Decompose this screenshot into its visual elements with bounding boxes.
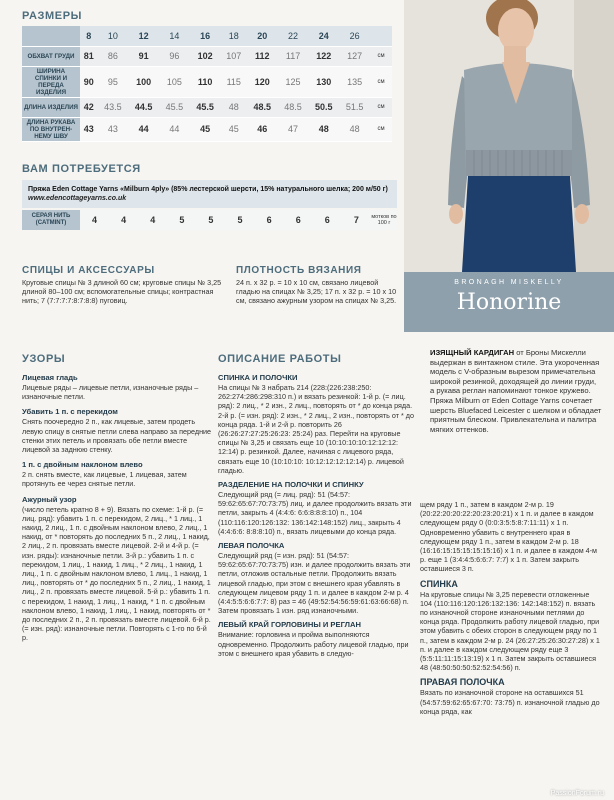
sizes-cell: 12 — [128, 26, 159, 46]
sizes-cell: 16 — [190, 26, 221, 46]
sizes-cell: 10 — [98, 26, 129, 46]
sizes-unit: см — [370, 46, 392, 66]
work-item — [218, 541, 414, 615]
sizes-cell: 42 — [80, 97, 98, 117]
sizes-cell: 44.5 — [128, 97, 159, 117]
sizes-cell: 48 — [339, 117, 370, 141]
sizes-cell: 45 — [221, 117, 247, 141]
sizes-cell: 130 — [308, 66, 339, 97]
pattern-item-title: Лицевая гладь — [22, 373, 78, 382]
sizes-row — [22, 26, 392, 46]
sizes-cell: 122 — [308, 46, 339, 66]
sizes-cell: 112 — [247, 46, 278, 66]
sizes-cell: 117 — [278, 46, 309, 66]
sizes-cell: 95 — [98, 66, 129, 97]
sizes-cell: 44 — [128, 117, 159, 141]
work-item-text: Вязать по изнаночной стороне на оставшихся 51 (54:57:59:62:65:67:70: 73:75) п. изнаночной гладью до конца ряда, как — [420, 688, 600, 716]
sizes-row-label: ДЛИНА РУКАВА ПО ВНУТРЕН-НЕМУ ШВУ — [22, 117, 80, 141]
work-item-text: щем ряду 1 п., затем в каждом 2-м р. 19 (20:22:20:20:22:20:23:20:21) х 1 п. и далее в каждом следующем ряду 0 (0:0:3:5:5:8:7:11:11) х 1 п. Одновременно убавить с внутреннего края в следующем ряду 1 п., затем в каждом 2-м р. 18 (16:16:15:15:15:15:15:16) х 1 п. и далее в каждом 4-м р. еще 1 (3:4:4:5:6:6:7: 7:7) х 1 п. Затем закрыть оставшиеся 3 п. — [420, 500, 597, 574]
sizes-cell: 81 — [80, 46, 98, 66]
yarn-cell: 5 — [225, 210, 254, 230]
work-continued — [420, 500, 602, 721]
work-item — [420, 677, 602, 716]
work-item-text: Внимание: горловина и пройма выполняются одновременно. Продолжить работу лицевой гладью, при этом с внешнего края убавить в следую- — [218, 630, 409, 658]
sizes-cell: 22 — [278, 26, 309, 46]
work-item-text: Следующий ряд (= лиц. ряд): 51 (54:57: 59:62:65:67:70:73:75) лиц. и далее продолжить вязать эти петли, закрыть 4 (4:4:6: 6:6:8:8:8:10) п., 104 (110:116:120:126:132: 136:142:148:152) лиц., закрыть 4 (4:4:6:6: 8:8:8:10) п., вязать лицевыми до конца ряда. — [218, 490, 412, 536]
pattern-item-title: 1 п. с двойным наклоном влево — [22, 460, 143, 470]
pattern-item-title: Убавить 1 п. с перекидом — [22, 407, 118, 417]
sizes-cell: 86 — [98, 46, 129, 66]
sizes-row-label: ДЛИНА ИЗДЕЛИЯ — [22, 97, 80, 117]
pattern-item-text: Снять поочередно 2 п., как лицевые, затем продеть левую спицу в снятые петли слева направо за передние стенки этих петель и провязать обе петли вместе лицевой за заднюю стенку. — [22, 417, 212, 455]
sizes-cell: 91 — [128, 46, 159, 66]
sizes-cell: 44 — [159, 117, 190, 141]
pattern-item — [22, 373, 212, 401]
sizes-row — [22, 66, 392, 97]
sizes-row — [22, 97, 392, 117]
intro-bold: ИЗЯЩНЫЙ КАРДИГАН — [430, 348, 515, 357]
sizes-cell: 90 — [80, 66, 98, 97]
designer-name: BRONAGH MISKELLY — [454, 279, 564, 286]
yarn-cell: 4 — [109, 210, 138, 230]
pattern-item — [22, 460, 212, 488]
gauge-title: ПЛОТНОСТЬ ВЯЗАНИЯ — [236, 265, 362, 276]
work-item-text: На спицы № 3 набрать 214 (228:(226:238:250: 262:274:286:298:310 п.) и вязать резинкой: 1-й р. (= лиц. ряд): 2 лиц., * 2 изн., 2 лиц., повторять от * до конца ряда. 2-й р. (= изн. ряд): 2 изн., * 2 лиц., 2 изн., повторять от * до конца ряда. 1-й и 2-й р. повторить 26 (26:26:27:27:25:26:23: 25:24) раз. Перейти на круговые спицы № 3,25 и связать еще 10 (10:10:10:10:12:12:12: 12:14) р. резинкой. Далее, начиная с лицевого ряда, связать еще 10 (10:10:10: 10:12:12:12:12:14) р. лицевой гладью. — [218, 383, 414, 475]
pattern-name: Honorine — [456, 290, 562, 315]
yarn-cell: 4 — [138, 210, 167, 230]
needles-text: Круговые спицы № 3 длиной 60 см; круговые спицы № 3,25 длиной 80–100 см; вспомогательные спицы; контрастная нить; 7 (7:7:7:7:8:7:8:8) пуговиц. — [22, 278, 222, 306]
sizes-cell: 43 — [80, 117, 98, 141]
sizes-cell: 127 — [339, 46, 370, 66]
sizes-cell: 48 — [221, 97, 247, 117]
sizes-cell: 18 — [221, 26, 247, 46]
gauge-text: 24 п. х 32 р. = 10 х 10 см, связано лицевой гладью на спицах № 3,25; 17 п. х 32 р. = 10 х 10 см, связано ажурным узором на спицах № 3,25. — [236, 278, 397, 306]
sizes-cell: 135 — [339, 66, 370, 97]
sizes-unit — [370, 26, 392, 46]
sizes-cell: 51.5 — [339, 97, 370, 117]
yarn-cell: 5 — [196, 210, 225, 230]
brand-banner — [404, 272, 614, 332]
sizes-row-label — [22, 26, 80, 46]
work-item-title: ЛЕВАЯ ПОЛОЧКА — [218, 541, 285, 551]
yarn-cell: 5 — [167, 210, 196, 230]
materials-section — [22, 163, 397, 230]
yarn-url: www.edencottageyarns.co.uk — [28, 195, 127, 202]
sizes-unit: см — [370, 66, 392, 97]
intro-text — [430, 348, 602, 434]
sizes-cell: 107 — [221, 46, 247, 66]
work-item-title: РАЗДЕЛЕНИЕ НА ПОЛОЧКИ И СПИНКУ — [218, 480, 364, 490]
sizes-cell: 125 — [278, 66, 309, 97]
work-title: ОПИСАНИЕ РАБОТЫ — [218, 353, 342, 365]
sizes-row — [22, 46, 392, 66]
yarn-text: Пряжа Eden Cottage Yarns «Milburn 4ply» (85% лестерской шерсти, 15% натурального шелка; 200 м/50 г) — [28, 186, 388, 193]
work-item-title: ЛЕВЫЙ КРАЙ ГОРЛОВИНЫ И РЕГЛАН — [218, 620, 361, 630]
sizes-cell: 8 — [80, 26, 98, 46]
sizes-cell: 48.5 — [278, 97, 309, 117]
sizes-unit: см — [370, 97, 392, 117]
pattern-item-text: Лицевые ряды – лицевые петли, изнаночные ряды – изнаночные петли. — [22, 383, 199, 402]
sizes-table — [22, 26, 392, 142]
work-item-title: СПИНКА И ПОЛОЧКИ — [218, 373, 298, 382]
sizes-cell: 50.5 — [308, 97, 339, 117]
sizes-cell: 48 — [308, 117, 339, 141]
sizes-row-label: ШИРИНА СПИНКИ И ПЕРЕДА ИЗДЕЛИЯ — [22, 66, 80, 97]
sizes-cell: 105 — [159, 66, 190, 97]
sizes-cell: 120 — [247, 66, 278, 97]
yarn-cell: 6 — [284, 210, 313, 230]
sizes-cell: 43.5 — [98, 97, 129, 117]
sizes-row — [22, 117, 392, 141]
intro-body: от Броны Мискелли выдержан в винтажном стиле. Эта укороченная модель с V-образным вырезом примечательна широкой резинкой, доходящей до линии груди, а рукава реглан напоминают тонкое кружево. Пряжа Milburn от Eden Cottage Yarns сочетает шерсть Bluefaced Leicester с шелком и обладает приятным блеском. Привлекательна и палитра мягких оттенков. — [430, 348, 602, 434]
sizes-title: РАЗМЕРЫ — [22, 10, 83, 22]
yarn-label: СЕРАЯ НИТЬ (CATMINT) — [22, 210, 80, 230]
sizes-cell: 45.5 — [159, 97, 190, 117]
work-item-title: ПРАВАЯ ПОЛОЧКА — [420, 677, 505, 688]
sizes-unit: см — [370, 117, 392, 141]
sizes-cell: 110 — [190, 66, 221, 97]
work-item — [218, 480, 414, 536]
sizes-cell: 100 — [128, 66, 159, 97]
sizes-row-label: ОБХВАТ ГРУДИ — [22, 46, 80, 66]
watermark: PassionForum.ru — [550, 790, 604, 797]
pattern-item-title: Ажурный узор — [22, 494, 77, 504]
sizes-cell: 102 — [190, 46, 221, 66]
model-photo — [404, 0, 614, 272]
sizes-cell: 96 — [159, 46, 190, 66]
sizes-cell: 45 — [190, 117, 221, 141]
pattern-item-text: 2 п. снять вместе, как лицевые, 1 лицевая, затем протянуть ее через снятые петли. — [22, 470, 187, 489]
materials-title: ВАМ ПОТРЕБУЕТСЯ — [22, 163, 141, 175]
yarn-unit: мотков по 100 г — [371, 210, 397, 230]
needles-section — [22, 265, 227, 306]
sizes-cell: 46 — [247, 117, 278, 141]
sizes-cell: 115 — [221, 66, 247, 97]
work-item — [218, 620, 414, 658]
work-item — [218, 373, 414, 475]
yarn-cell: 6 — [255, 210, 284, 230]
sizes-section — [22, 10, 392, 142]
patterns-section — [22, 353, 212, 649]
yarn-table — [22, 210, 397, 230]
work-item — [420, 579, 602, 673]
yarn-description — [22, 180, 397, 208]
sizes-cell: 48.5 — [247, 97, 278, 117]
cardigan-model-illustration — [404, 0, 614, 272]
sizes-cell: 20 — [247, 26, 278, 46]
pattern-item — [22, 407, 212, 454]
sizes-cell: 45.5 — [190, 97, 221, 117]
sizes-cell: 24 — [308, 26, 339, 46]
work-item-title: СПИНКА — [420, 578, 458, 589]
work-item-text: На круговые спицы № 3,25 перевести отложенные 104 (110:116:120:126:132:136: 142:148:152) п. вязать по изнаночной стороне изнаночными петлями до конца ряда. Продолжить работу лицевой гладью, при этом убавить с обеих сторон в следующем ряду по 1 п., затем в каждом 2-м р. 24 (26:27:25:26:30:27:28) х 1 п. и далее в каждом следующем ряду еще 3 (5:5:11:11:15:13:19) х 1 п. Затем закрыть оставшиеся 48 (48:50:50:50:52:52:54:56) п. — [420, 589, 600, 673]
sizes-cell: 14 — [159, 26, 190, 46]
sizes-cell: 47 — [278, 117, 309, 141]
work-section — [218, 353, 414, 663]
sizes-cell: 43 — [98, 117, 129, 141]
yarn-cell: 6 — [313, 210, 342, 230]
yarn-cell: 7 — [342, 210, 371, 230]
pattern-item — [22, 495, 212, 643]
pattern-item-text: (число петель кратно 8 + 9). Вязать по схеме: 1-й р. (= лиц. ряд): убавить 1 п. с перекидом, 2 лиц., * 1 лиц., 1 накид, 2 лиц., 1 п. с двойным наклоном влево, 2 лиц., 1 накид, от * повторять до последних 5 п., 2 лиц., 1 накид, 2 лиц., 2 п. провязать вместе лицевой. 2-й и 4-й р. (= изн. ряды): изнаночные петли. 3-й р.: убавить 1 п. с перекидом, 1 лиц., 1 накид, 1 лиц., * 2 лиц., 1 накид, 1 лиц., 1 п. с двойным наклоном влево, 1 лиц., 1 накид, 1 лиц., повторять от * до последних 5 п., 2 лиц., 1 накид, 1 лиц., 2 п. провязать вместе лицевой. 5-й р.: убавить 1 п. с перекидом, 1 накид, 1 лиц., 1 накид, * 1 п. с двойным наклоном влево, 1 накид, 1 лиц., 1 накид, повторять от * до последних 2 п., 2 п. провязать вместе лицевой. 6-й р. (= изн. ряд): изнаночные петли. Повторять с 1-го по 6-й р. — [22, 504, 211, 643]
work-item-text: Следующий ряд (= изн. ряд): 51 (54:57: 59:62:65:67:70:73:75) изн. и далее продолжить вязать эти петли, отложив остальные петли. Продолжить вязать лицевой гладью, при этом с внешнего края убавлять в следующем лицевом ряду 1 п. и далее в каждом 2-м р. 4 (4:4:5:5:6:6:7:7: 8) раз = 46 (49:52:54:56:59:61:63:66:68) п. Затем провязать 1 изн. ряд изнаночными. — [218, 551, 411, 616]
patterns-title: УЗОРЫ — [22, 353, 66, 365]
gauge-section — [236, 265, 401, 306]
needles-title: СПИЦЫ И АКСЕССУАРЫ — [22, 265, 155, 276]
yarn-cell: 4 — [80, 210, 109, 230]
work-item — [420, 500, 602, 574]
sizes-cell: 26 — [339, 26, 370, 46]
